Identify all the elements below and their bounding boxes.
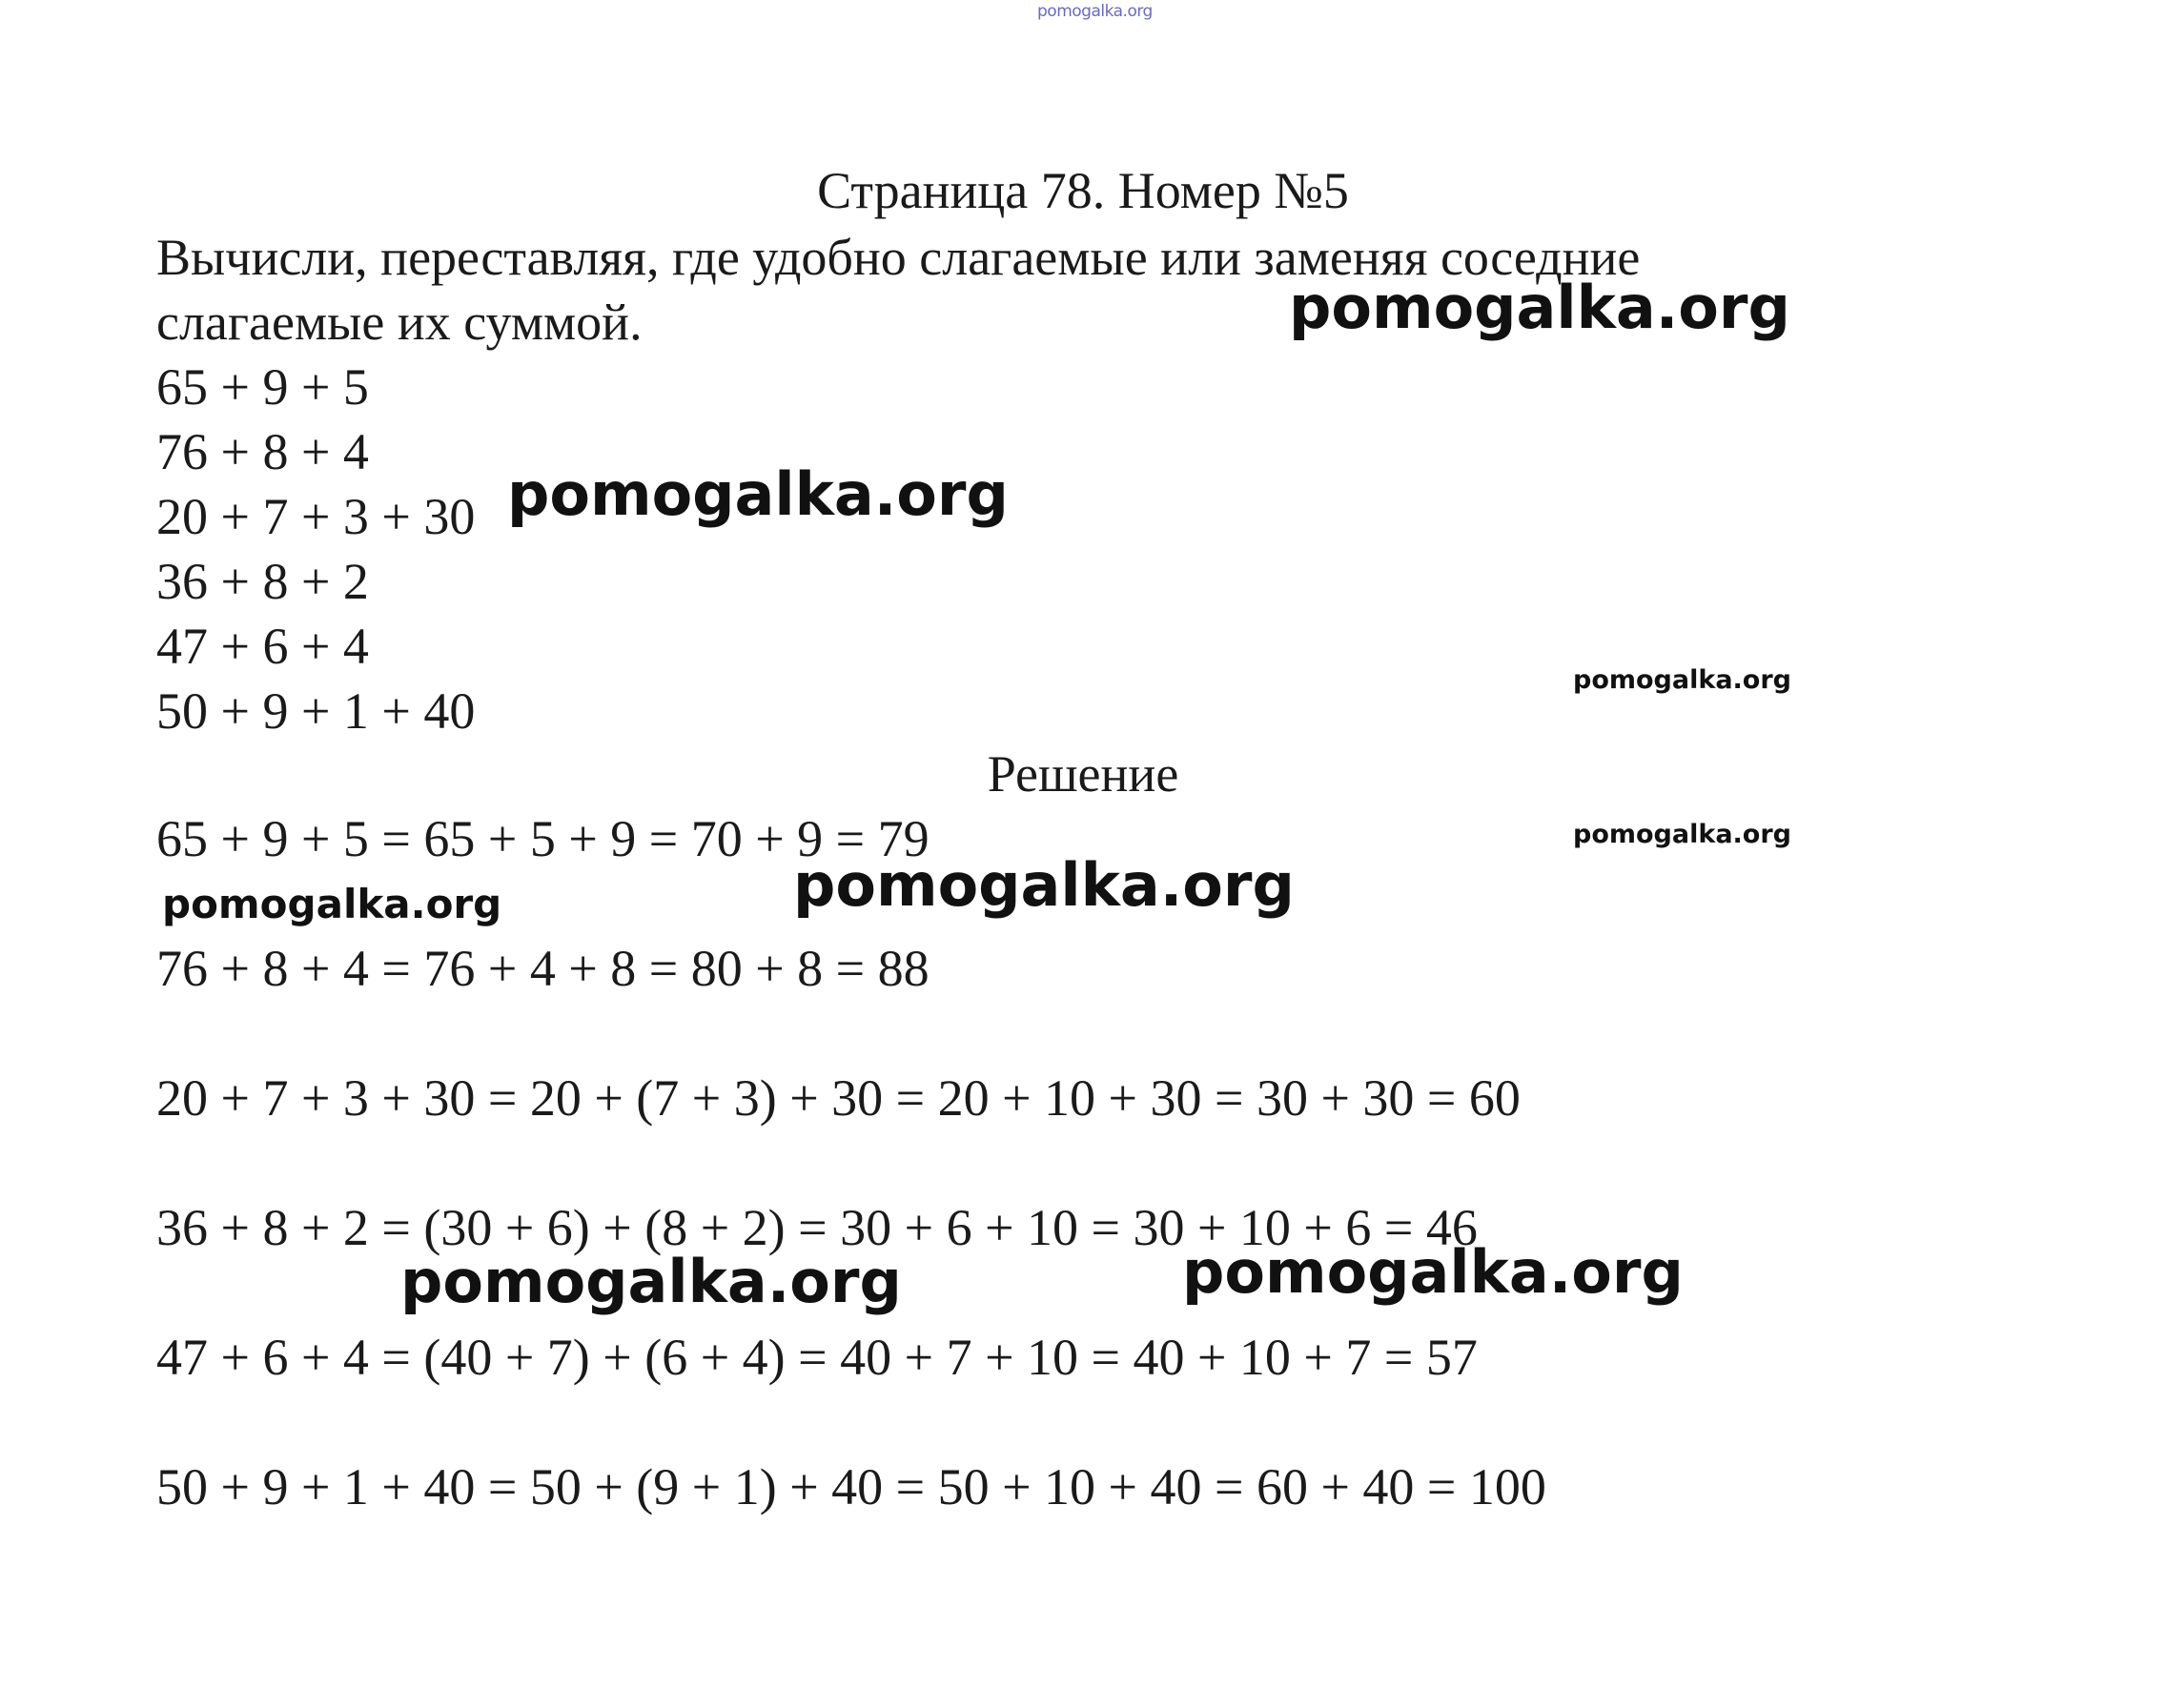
- watermark: pomogalka.org: [1289, 273, 1790, 342]
- expression-3: 20 + 7 + 3 + 30: [156, 488, 476, 545]
- solution-1: 65 + 9 + 5 = 65 + 5 + 9 = 70 + 9 = 79: [156, 810, 930, 867]
- solution-heading: Решение: [987, 745, 1179, 803]
- watermark: pomogalka.org: [400, 1247, 902, 1316]
- task-text-line-2: слагаемые их суммой.: [156, 294, 643, 351]
- expression-1: 65 + 9 + 5: [156, 358, 369, 416]
- expression-4: 36 + 8 + 2: [156, 553, 369, 610]
- header-watermark: pomogalka.org: [1037, 2, 1153, 21]
- expression-5: 47 + 6 + 4: [156, 618, 369, 675]
- solution-6: 50 + 9 + 1 + 40 = 50 + (9 + 1) + 40 = 50 + 10 + 40 = 60 + 40 = 100: [156, 1458, 1546, 1515]
- expression-6: 50 + 9 + 1 + 40: [156, 682, 476, 740]
- watermark: pomogalka.org: [1573, 665, 1791, 695]
- page-title: Страница 78. Номер №5: [817, 162, 1349, 219]
- solution-5: 47 + 6 + 4 = (40 + 7) + (6 + 4) = 40 + 7 + 10 = 40 + 10 + 7 = 57: [156, 1329, 1478, 1386]
- solution-2: 76 + 8 + 4 = 76 + 4 + 8 = 80 + 8 = 88: [156, 940, 930, 997]
- watermark: pomogalka.org: [162, 881, 502, 927]
- task-text-line-1: Вычисли, переставляя, где удобно слагаемые или заменяя соседние: [156, 229, 1641, 286]
- watermark: pomogalka.org: [507, 459, 1009, 529]
- watermark: pomogalka.org: [1182, 1237, 1684, 1307]
- watermark: pomogalka.org: [793, 850, 1295, 920]
- expression-2: 76 + 8 + 4: [156, 423, 369, 480]
- solution-4: 36 + 8 + 2 = (30 + 6) + (8 + 2) = 30 + 6 + 10 = 30 + 10 + 6 = 46: [156, 1199, 1478, 1256]
- solution-3: 20 + 7 + 3 + 30 = 20 + (7 + 3) + 30 = 20 + 10 + 30 = 30 + 30 = 60: [156, 1069, 1521, 1127]
- watermark: pomogalka.org: [1573, 820, 1791, 849]
